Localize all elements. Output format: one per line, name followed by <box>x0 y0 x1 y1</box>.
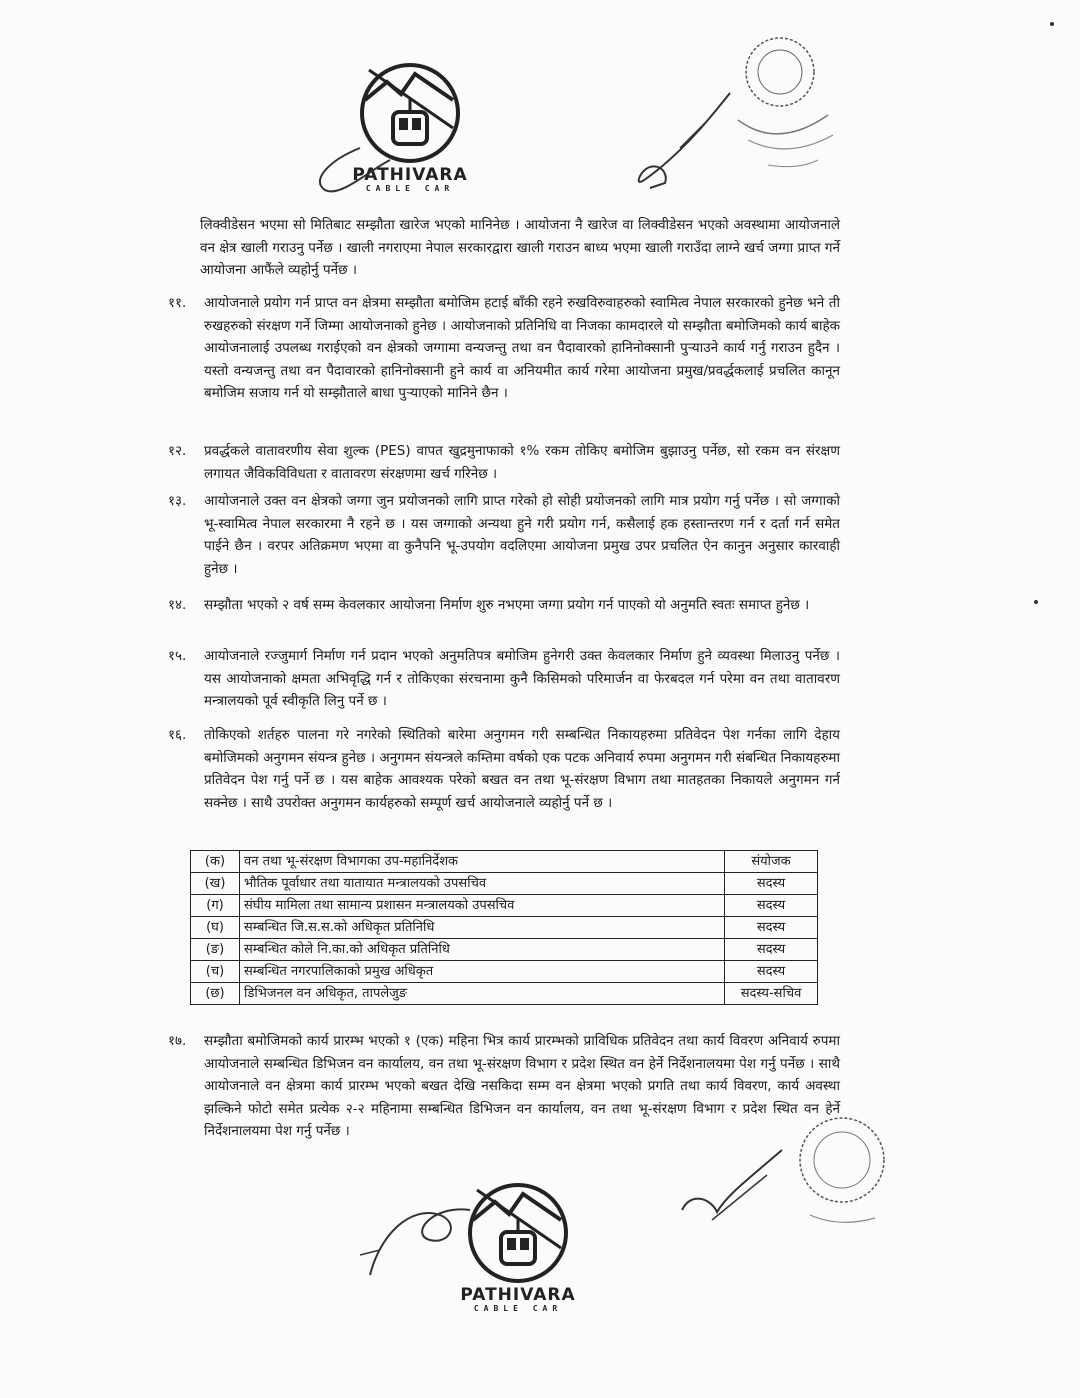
logo-name: PATHIVARA <box>460 1285 576 1305</box>
clause-text: आयोजनाले रज्जुमार्ग निर्माण गर्न प्रदान भएको अनुमतिपत्र बमोजिम हुनेगरी उक्त केवलकार निर्माण हुने व्यवस्था मिलाउनु पर्नेछ । यस आयोजनाको क्षमता अभिवृद्धि गर्न र तोकिएका संरचनामा कुनै किसिमको परिमार्जन वा फेरबदल गर्न परेमा वन तथा वातावरण मन्त्रालयको पूर्व स्वीकृति लिनु पर्ने छ । <box>204 648 840 709</box>
signature-bottom-right <box>672 1140 792 1230</box>
row-role: सदस्य <box>725 873 818 895</box>
row-role: सदस्य-सचिव <box>725 983 818 1005</box>
clause-11 <box>168 292 840 405</box>
official-seal-top <box>718 20 848 180</box>
table-row <box>191 873 818 895</box>
table-row <box>191 851 818 873</box>
cable-car-logo-icon <box>465 1180 571 1286</box>
row-role: सदस्य <box>725 895 818 917</box>
clause-number: ११. <box>168 295 187 311</box>
clause-number: १५. <box>168 648 187 664</box>
clause-number: १६. <box>168 727 187 743</box>
row-member: वन तथा भू-संरक्षण विभागका उप-महानिर्देशक <box>240 851 725 873</box>
continuation-paragraph <box>200 214 840 282</box>
clause-text: आयोजनाले प्रयोग गर्न प्राप्त वन क्षेत्रमा सम्झौता बमोजिम हटाई बाँकी रहने रुखविरुवाहरुको स्वामित्व नेपाल सरकारको हुनेछ भने ती रुखहरुको संरक्षण गर्ने जिम्मा आयोजनाको हुनेछ । आयोजनाको प्रतिनिधि वा निजका कामदारले यो सम्झौता बमोजिमको कार्य बाहेक आयोजनालाई उपलब्ध गराईएको वन क्षेत्रको जग्गामा वन्यजन्तु तथा वन पैदावारको हानिनोक्सानी पुऱ्याउने कार्य गर्नु गराउन हुदैन । यस्तो वन्यजन्तु तथा वन पैदावारको हानिनोक्सानी हुने कार्य वा अनियमीत कार्य गरेमा आयोजना प्रमुख/प्रवर्द्धकलाई प्रचलित कानून बमोजिम सजाय गर्न यो सम्झौताले बाधा पुऱ्याएको मानिने छैन । <box>204 295 840 401</box>
clause-15 <box>168 645 840 713</box>
clause-12 <box>168 440 840 485</box>
row-key: (घ) <box>191 917 240 939</box>
pathivara-logo-bottom <box>448 1180 588 1314</box>
row-key: (ङ) <box>191 939 240 961</box>
clause-text: तोकिएको शर्तहरु पालना गरे नगरेको स्थितिको बारेमा अनुगमन गरी सम्बन्धित निकायहरुमा प्रतिवेदन पेश गर्नका लागि देहाय बमोजिमको अनुगमन संयन्त्र हुनेछ । अनुगमन संयन्त्रले कम्तिमा वर्षको एक पटक अनिवार्य रुपमा अनुगमन गरी संबन्धित निकायहरुमा प्रतिवेदन पेश गर्नु पर्ने छ । यस बाहेक आवश्यक परेको बखत वन तथा भू-संरक्षण विभाग तथा मातहतका निकायले अनुगमन गर्न सक्नेछ । साथै उपरोक्त अनुगमन कार्यहरुको सम्पूर्ण खर्च आयोजनाले व्यहोर्नु पर्ने छ । <box>204 727 840 811</box>
clause-17 <box>168 1030 840 1143</box>
row-member: भौतिक पूर्वाधार तथा यातायात मन्त्रालयको उपसचिव <box>240 873 725 895</box>
monitoring-committee-table <box>190 850 818 1005</box>
table-row <box>191 961 818 983</box>
table-row <box>191 917 818 939</box>
clause-13 <box>168 490 840 580</box>
logo-name: PATHIVARA <box>352 165 468 185</box>
clause-14 <box>168 594 840 617</box>
continuation-text: लिक्वीडेसन भएमा सो मितिबाट सम्झौता खारेज भएको मानिनेछ । आयोजना नै खारेज वा लिक्वीडेसन भएको अवस्थामा आयोजनाले वन क्षेत्र खाली गराउनु पर्नेछ । खाली नगराएमा नेपाल सरकारद्वारा खाली गराउन बाध्य भएमा खाली गराउँदा लाग्ने खर्च जग्गा प्राप्त गर्ने आयोजना आफैंले व्यहोर्नु पर्नेछ । <box>200 217 840 278</box>
row-key: (च) <box>191 961 240 983</box>
signature-top <box>300 140 410 200</box>
speck <box>1034 600 1038 604</box>
clause-number: १२. <box>168 443 187 459</box>
clause-text: सम्झौता बमोजिमको कार्य प्रारम्भ भएको १ (एक) महिना भित्र कार्य प्रारम्भको प्राविधिक प्रतिवेदन तथा कार्य विवरण अनिवार्य रुपमा आयोजनाले सम्बन्धित डिभिजन वन कार्यालय, वन तथा भू-संरक्षण विभाग र प्रदेश स्थित वन हेर्ने निर्देशनालयमा पेश गर्नु पर्नेछ । साथै आयोजनाले वन क्षेत्रमा कार्य प्रारम्भ भएको बखत देखि नसकिदा सम्म वन क्षेत्रमा भएको प्रगति तथा कार्य विवरण, कार्य अवस्था झल्किने फोटो समेत प्रत्येक २-२ महिनामा सम्बन्धित डिभिजन वन कार्यालय, वन तथा भू-संरक्षण विभाग र प्रदेश स्थित वन हेर्ने निर्देशनालयमा पेश गर्नु पर्नेछ । <box>204 1033 840 1139</box>
row-member: संघीय मामिला तथा सामान्य प्रशासन मन्त्रालयको उपसचिव <box>240 895 725 917</box>
clause-number: १४. <box>168 597 187 613</box>
row-member: डिभिजनल वन अधिकृत, तापलेजुङ <box>240 983 725 1005</box>
row-member: सम्बन्धित कोले नि.का.को अधिकृत प्रतिनिधि <box>240 939 725 961</box>
table-row <box>191 939 818 961</box>
clause-number: १३. <box>168 493 187 509</box>
row-member: सम्बन्धित जि.स.स.को अधिकृत प्रतिनिधि <box>240 917 725 939</box>
row-role: सदस्य <box>725 961 818 983</box>
speck <box>1050 22 1054 26</box>
row-key: (क) <box>191 851 240 873</box>
clause-text: आयोजनाले उक्त वन क्षेत्रको जग्गा जुन प्रयोजनको लागि प्राप्त गरेको हो सोही प्रयोजनको लागि मात्र प्रयोग गर्नु पर्नेछ । सो जग्गाको भू-स्वामित्व नेपाल सरकारमा नै रहने छ । यस जग्गाको अन्यथा हुने गरी प्रयोग गर्न, कसैलाई हक हस्तान्तरण गर्न र दर्ता गर्न समेत पाईने छैन । वरपर अतिक्रमण भएमा वा कुनैपनि भू-उपयोग वदलिएमा आयोजना प्रमुख उपर प्रचलित ऐन कानुन अनुसार कारवाही हुनेछ । <box>204 493 840 577</box>
clause-text: प्रवर्द्धकले वातावरणीय सेवा शुल्क (PES) वापत खुद्रमुनाफाको १% रकम तोकिए बमोजिम बुझाउनु पर्नेछ, सो रकम वन संरक्षण लगायत जैविकविविधता र वातावरण संरक्षणमा खर्च गरिनेछ । <box>204 443 840 482</box>
clause-number: १७. <box>168 1033 187 1049</box>
row-key: (ख) <box>191 873 240 895</box>
table-row <box>191 895 818 917</box>
logo-subtitle: CABLE CAR <box>473 1304 563 1313</box>
row-role: सदस्य <box>725 939 818 961</box>
row-role: सदस्य <box>725 917 818 939</box>
row-member: सम्बन्धित नगरपालिकाको प्रमुख अधिकृत <box>240 961 725 983</box>
row-key: (छ) <box>191 983 240 1005</box>
official-seal-bottom <box>780 1110 910 1230</box>
clause-16 <box>168 724 840 814</box>
logo-subtitle: CABLE CAR <box>365 184 455 193</box>
row-key: (ग) <box>191 895 240 917</box>
table-row <box>191 983 818 1005</box>
clause-text: सम्झौता भएको २ वर्ष सम्म केवलकार आयोजना निर्माण शुरु नभएमा जग्गा प्रयोग गर्न पाएको यो अनुमति स्वतः समाप्त हुनेछ । <box>204 597 810 613</box>
row-role: संयोजक <box>725 851 818 873</box>
